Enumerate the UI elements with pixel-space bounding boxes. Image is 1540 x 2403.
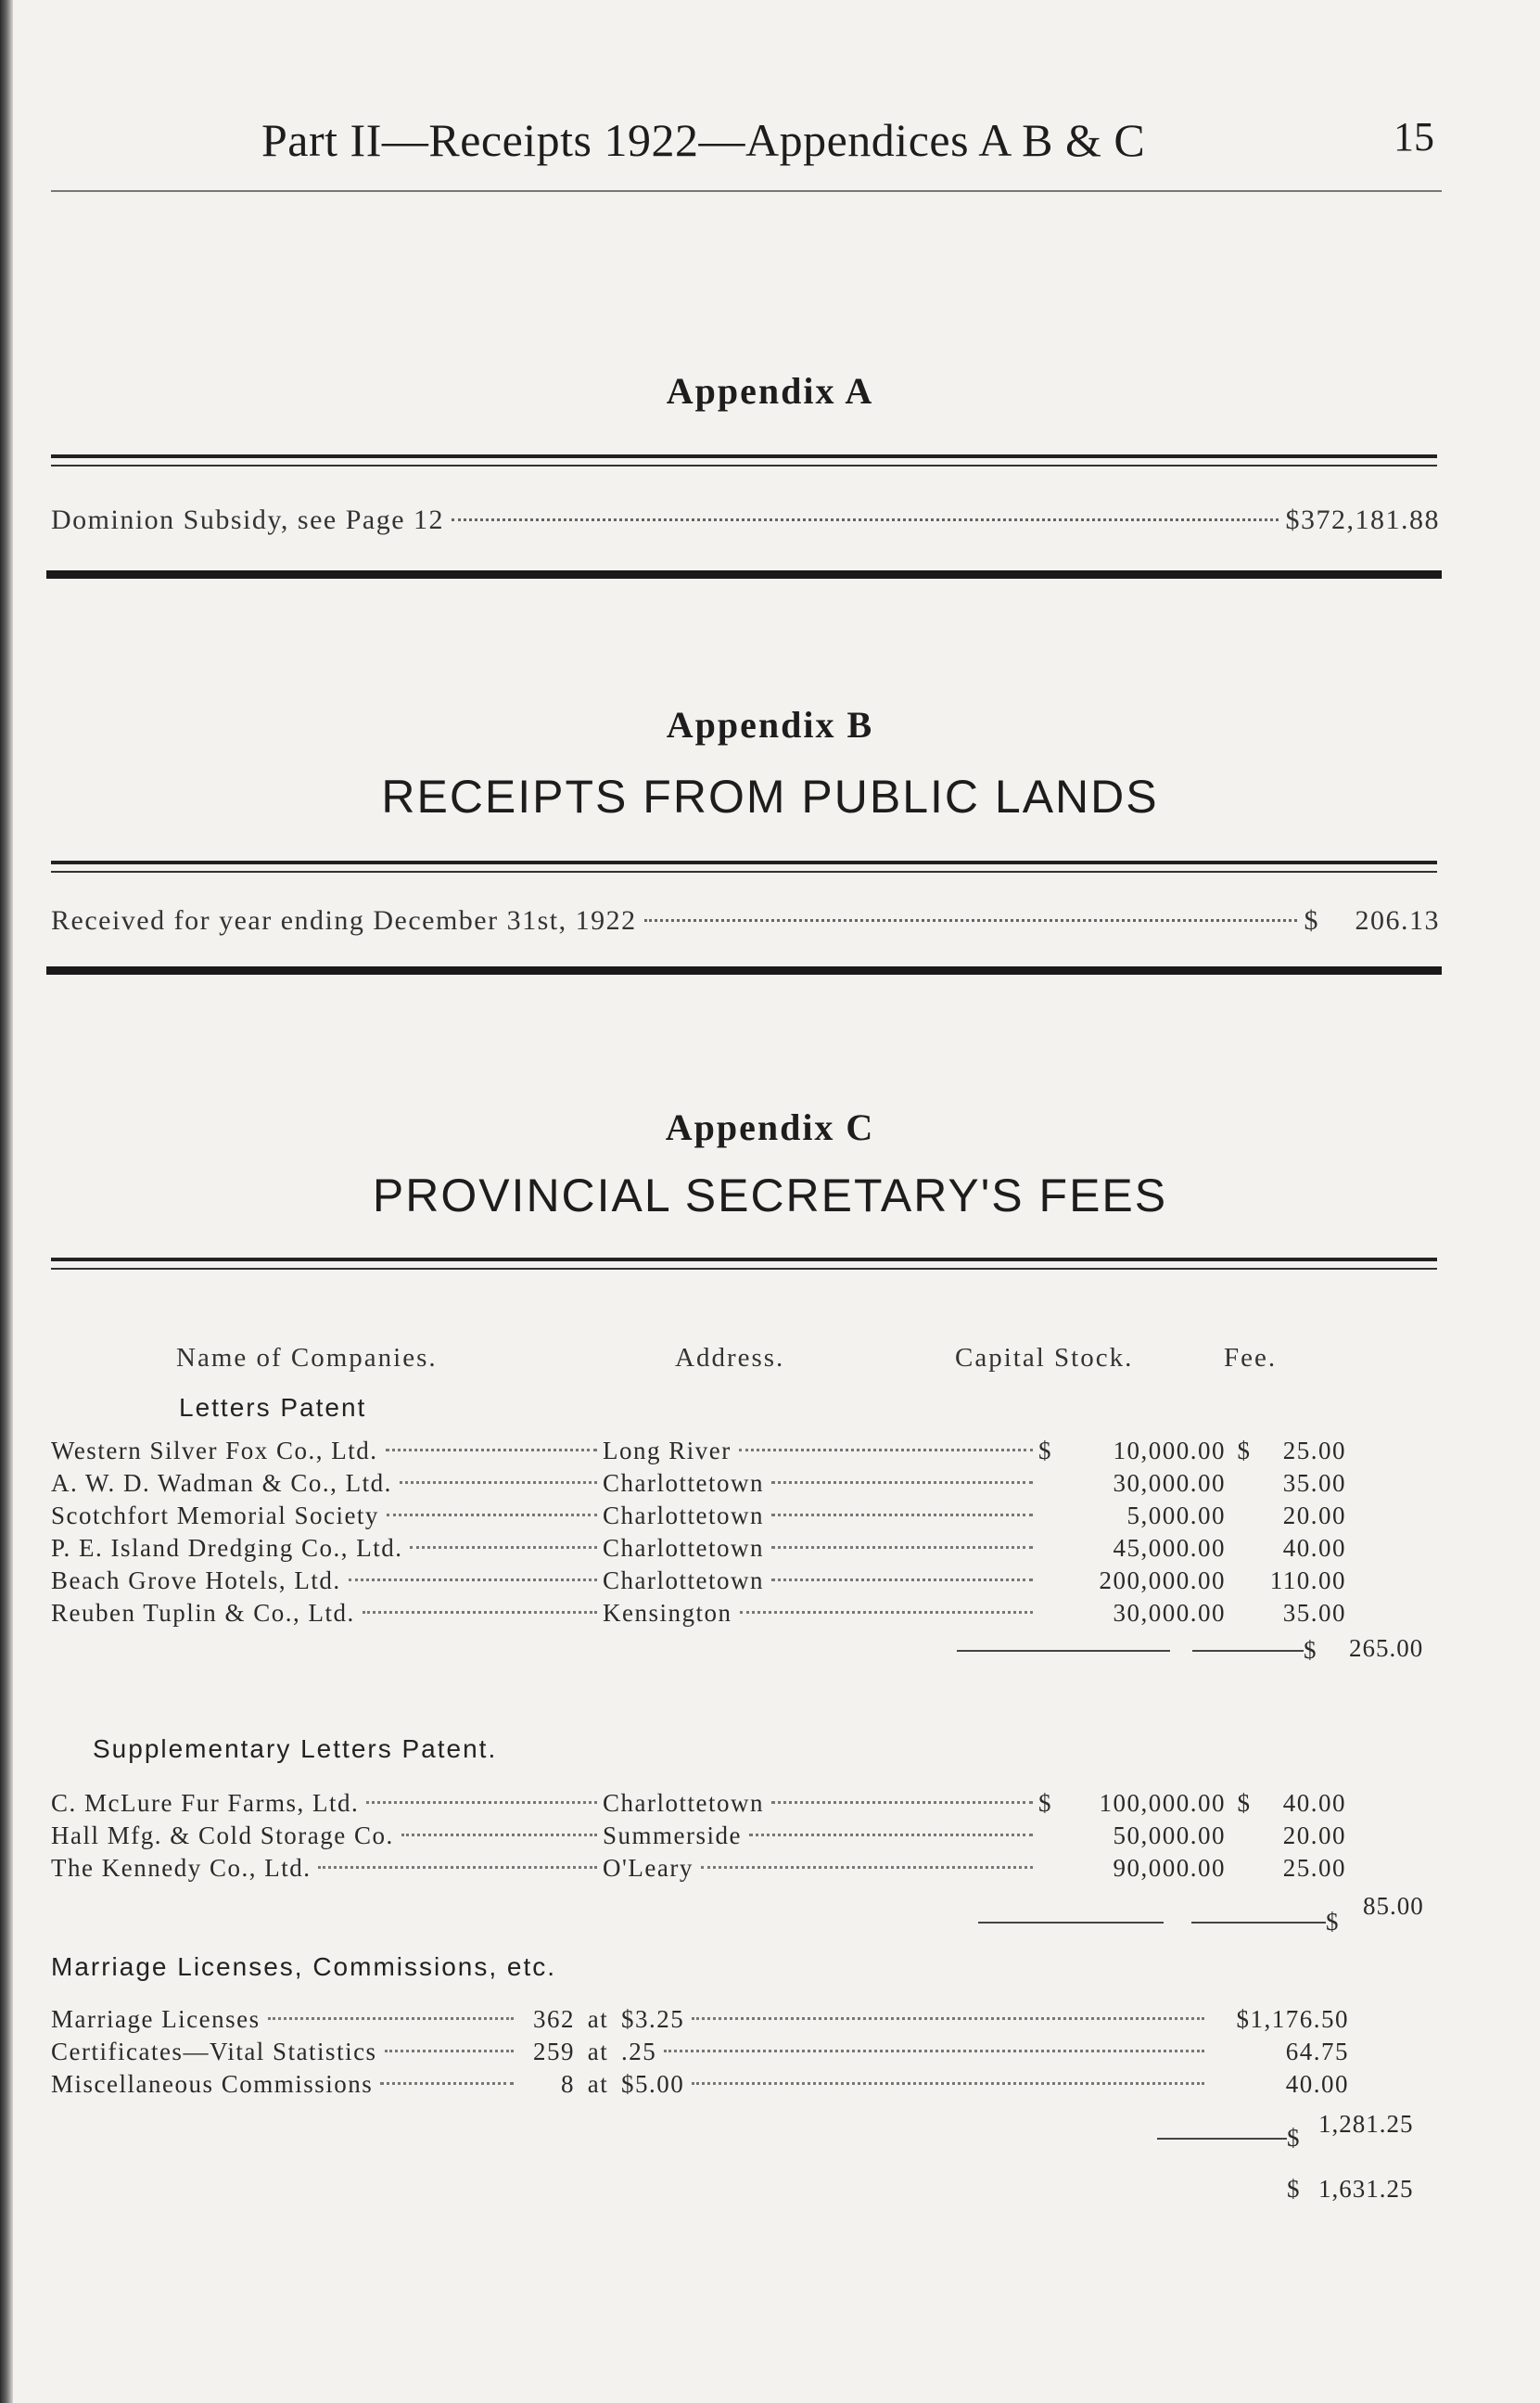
company-name: A. W. D. Wadman & Co., Ltd.: [51, 1469, 392, 1497]
public-lands-amount: 206.13: [1355, 905, 1440, 936]
fee-dollar: [1226, 1820, 1263, 1852]
fee-table-row: [51, 1787, 1346, 1820]
fee-amount: 20.00: [1282, 1502, 1346, 1529]
company-address: Kensington: [603, 1599, 732, 1627]
item-rate-cell: [621, 2003, 1210, 2036]
company-address: Charlottetown: [603, 1789, 764, 1817]
leader-dots: [644, 919, 1297, 922]
marriage-heading: Marriage Licenses, Commissions, etc.: [51, 1952, 557, 1981]
item-count: 259: [533, 2038, 575, 2065]
leader-dots: [410, 1546, 597, 1549]
company-address-cell: [603, 1597, 1038, 1630]
item-at: at: [587, 2038, 609, 2065]
item-rate: $5.00: [621, 2070, 685, 2098]
fee-table-row: [51, 1500, 1346, 1532]
company-name: Reuben Tuplin & Co., Ltd.: [51, 1599, 355, 1627]
company-name-cell: [51, 1500, 603, 1532]
capital-stock: 200,000.00: [1099, 1566, 1226, 1594]
fee-dollar: [1226, 1500, 1263, 1532]
letters-patent-heading: Letters Patent: [179, 1393, 367, 1422]
leader-dots: [385, 2050, 514, 2052]
total-rule: [1157, 2138, 1287, 2140]
fee-table-row: [51, 2003, 1349, 2036]
company-address: Charlottetown: [603, 1502, 764, 1529]
capital-stock: 100,000.00: [1099, 1789, 1226, 1817]
fee-table-row: [51, 1597, 1346, 1630]
capital-dollar: [1038, 1597, 1059, 1630]
item-amount: 64.75: [1285, 2038, 1349, 2065]
company-address-cell: [603, 1852, 1038, 1885]
leader-dots: [400, 1481, 597, 1484]
fee-table-row: [51, 1435, 1346, 1467]
appendix-a-bottom-rule: [46, 570, 1442, 579]
company-name-cell: [51, 1532, 603, 1565]
fee-amount: 35.00: [1282, 1599, 1346, 1627]
supplementary-subtotal: 85.00: [1363, 1892, 1424, 1920]
capital-stock: 90,000.00: [1113, 1854, 1226, 1882]
leader-dots: [749, 1834, 1033, 1836]
item-label-cell: [51, 2003, 519, 2036]
item-count: 362: [533, 2005, 575, 2033]
leader-dots: [268, 2017, 514, 2020]
leader-dots: [664, 2050, 1204, 2052]
company-name: Western Silver Fox Co., Ltd.: [51, 1437, 378, 1464]
appendix-b-heading: RECEIPTS FROM PUBLIC LANDS: [381, 771, 1159, 823]
item-count: 8: [561, 2070, 575, 2098]
fee-dollar: [1226, 1565, 1263, 1597]
company-name: The Kennedy Co., Ltd.: [51, 1854, 312, 1882]
capital-stock: 45,000.00: [1113, 1534, 1226, 1562]
fee-dollar: [1226, 1852, 1263, 1885]
leader-dots: [366, 1801, 597, 1804]
item-label: Marriage Licenses: [51, 2005, 261, 2033]
capital-dollar: [1038, 1532, 1059, 1565]
capital-dollar: [1038, 1500, 1059, 1532]
company-name-cell: [51, 1467, 603, 1500]
leader-dots: [401, 1834, 597, 1836]
fee-table-row: [51, 2068, 1349, 2101]
fee-table-row: [51, 1565, 1346, 1597]
leader-dots: [692, 2082, 1204, 2085]
appendix-b-top-rule: [51, 861, 1437, 873]
fee-table-row: [51, 1467, 1346, 1500]
total-rule: [978, 1922, 1164, 1924]
company-name-cell: [51, 1597, 603, 1630]
item-label: Miscellaneous Commissions: [51, 2070, 374, 2098]
appendix-c-heading: PROVINCIAL SECRETARY'S FEES: [372, 1170, 1168, 1221]
appendix-c-title: Appendix C: [665, 1106, 875, 1148]
dominion-subsidy-line: [51, 505, 1440, 536]
supplementary-table: [51, 1787, 1346, 1885]
item-rate-cell: [621, 2068, 1210, 2101]
fee-table-row: [51, 1532, 1346, 1565]
fee-dollar: [1226, 1467, 1263, 1500]
company-address-cell: [603, 1467, 1038, 1500]
fee-dollar: $: [1237, 1437, 1252, 1464]
leader-dots: [363, 1611, 597, 1614]
marriage-total-dollar: $: [1287, 2124, 1301, 2152]
appendix-a-top-rule: [51, 454, 1437, 467]
fee-amount: 25.00: [1282, 1437, 1346, 1464]
fee-amount: 35.00: [1282, 1469, 1346, 1497]
item-amount: $1,176.50: [1236, 2005, 1349, 2033]
company-name-cell: [51, 1565, 603, 1597]
marriage-subtotal: 1,281.25: [1318, 2110, 1414, 2138]
running-header-title: Part II—Receipts 1922—Appendices A B & C: [261, 114, 1146, 166]
company-address: Charlottetown: [603, 1534, 764, 1562]
leader-dots: [318, 1866, 597, 1869]
column-header-name: Name of Companies.: [176, 1343, 438, 1373]
company-address-cell: [603, 1820, 1038, 1852]
leader-dots: [692, 2017, 1204, 2020]
leader-dots: [771, 1801, 1033, 1804]
item-at: at: [587, 2070, 609, 2098]
supplementary-heading: Supplementary Letters Patent.: [93, 1734, 498, 1763]
company-name-cell: [51, 1820, 603, 1852]
item-at: at: [587, 2005, 609, 2033]
leader-dots: [771, 1514, 1033, 1516]
item-label-cell: [51, 2036, 519, 2068]
leader-dots: [740, 1611, 1033, 1614]
capital-stock: 10,000.00: [1113, 1437, 1226, 1464]
capital-stock: 50,000.00: [1113, 1821, 1226, 1849]
company-address: Charlottetown: [603, 1566, 764, 1594]
leader-dots: [771, 1546, 1033, 1549]
fee-table-row: [51, 1852, 1346, 1885]
company-address-cell: [603, 1500, 1038, 1532]
column-header-capital: Capital Stock.: [955, 1343, 1134, 1373]
fee-dollar: [1226, 1597, 1263, 1630]
capital-dollar: [1038, 1467, 1059, 1500]
fee-amount: 25.00: [1282, 1854, 1346, 1882]
company-name: Scotchfort Memorial Society: [51, 1502, 379, 1529]
company-address: Long River: [603, 1437, 732, 1464]
supplementary-total-dollar: $: [1326, 1908, 1340, 1936]
capital-dollar: $: [1038, 1789, 1052, 1817]
appendix-b-title: Appendix B: [666, 704, 874, 746]
total-rule: [1192, 1650, 1304, 1652]
appendix-a-title: Appendix A: [666, 370, 874, 412]
capital-dollar: [1038, 1820, 1059, 1852]
capital-dollar: [1038, 1565, 1059, 1597]
public-lands-line: [51, 905, 1440, 937]
company-address-cell: [603, 1532, 1038, 1565]
letters-patent-total-dollar: $: [1304, 1636, 1317, 1664]
company-address-cell: [603, 1787, 1038, 1820]
dominion-subsidy-amount: $372,181.88: [1285, 505, 1440, 535]
item-label: Certificates—Vital Statistics: [51, 2038, 377, 2065]
marriage-table: [51, 2003, 1349, 2101]
company-address-cell: [603, 1565, 1038, 1597]
leader-dots: [387, 1514, 597, 1516]
company-address-cell: [603, 1435, 1038, 1467]
capital-dollar: $: [1038, 1437, 1052, 1464]
item-label-cell: [51, 2068, 519, 2101]
item-rate: .25: [621, 2038, 657, 2065]
supplementary-total-line: [978, 1908, 1340, 1936]
fee-dollar: [1226, 1532, 1263, 1565]
public-lands-dollar: $: [1304, 905, 1319, 936]
fee-amount: 40.00: [1282, 1789, 1346, 1817]
capital-stock: 5,000.00: [1126, 1502, 1226, 1529]
total-rule: [957, 1650, 1170, 1652]
appendix-c-top-rule: [51, 1258, 1437, 1270]
leader-dots: [739, 1449, 1033, 1451]
capital-dollar: [1038, 1852, 1059, 1885]
header-rule: [51, 190, 1442, 192]
fee-table-row: [51, 1820, 1346, 1852]
leader-dots: [349, 1579, 597, 1581]
leader-dots: [380, 2082, 514, 2085]
fee-table-row: [51, 2036, 1349, 2068]
company-name: C. McLure Fur Farms, Ltd.: [51, 1789, 360, 1817]
letters-patent-subtotal: 265.00: [1349, 1634, 1424, 1662]
company-name-cell: [51, 1852, 603, 1885]
fee-amount: 20.00: [1282, 1821, 1346, 1849]
fee-dollar: $: [1237, 1789, 1252, 1817]
company-name-cell: [51, 1787, 603, 1820]
appendix-b-bottom-rule: [46, 966, 1442, 975]
column-header-address: Address.: [675, 1343, 785, 1373]
letters-patent-table: [51, 1435, 1346, 1630]
marriage-total-line: [1157, 2124, 1301, 2153]
fee-amount: 110.00: [1269, 1566, 1346, 1594]
capital-stock: 30,000.00: [1113, 1469, 1226, 1497]
company-name: P. E. Island Dredging Co., Ltd.: [51, 1534, 403, 1562]
leader-dots: [771, 1481, 1033, 1484]
fee-amount: 40.00: [1282, 1534, 1346, 1562]
item-rate-cell: [621, 2036, 1210, 2068]
page-number: 15: [1394, 114, 1434, 160]
leader-dots: [701, 1866, 1033, 1869]
company-address: Charlottetown: [603, 1469, 764, 1497]
company-name-cell: [51, 1435, 603, 1467]
public-lands-label: Received for year ending December 31st, 1922: [51, 905, 637, 936]
company-address: Summerside: [603, 1821, 742, 1849]
item-rate: $3.25: [621, 2005, 685, 2033]
leader-dots: [452, 518, 1278, 521]
grand-total: 1,631.25: [1318, 2175, 1414, 2203]
leader-dots: [771, 1579, 1033, 1581]
company-address: O'Leary: [603, 1854, 694, 1882]
leader-dots: [386, 1449, 597, 1451]
total-rule: [1191, 1922, 1326, 1924]
dominion-subsidy-label: Dominion Subsidy, see Page 12: [51, 505, 445, 535]
company-name: Beach Grove Hotels, Ltd.: [51, 1566, 341, 1594]
letters-patent-total-line: [957, 1636, 1317, 1665]
grand-total-dollar: $: [1287, 2175, 1301, 2203]
item-amount: 40.00: [1285, 2070, 1349, 2098]
column-header-fee: Fee.: [1224, 1343, 1278, 1373]
capital-stock: 30,000.00: [1113, 1599, 1226, 1627]
company-name: Hall Mfg. & Cold Storage Co.: [51, 1821, 394, 1849]
